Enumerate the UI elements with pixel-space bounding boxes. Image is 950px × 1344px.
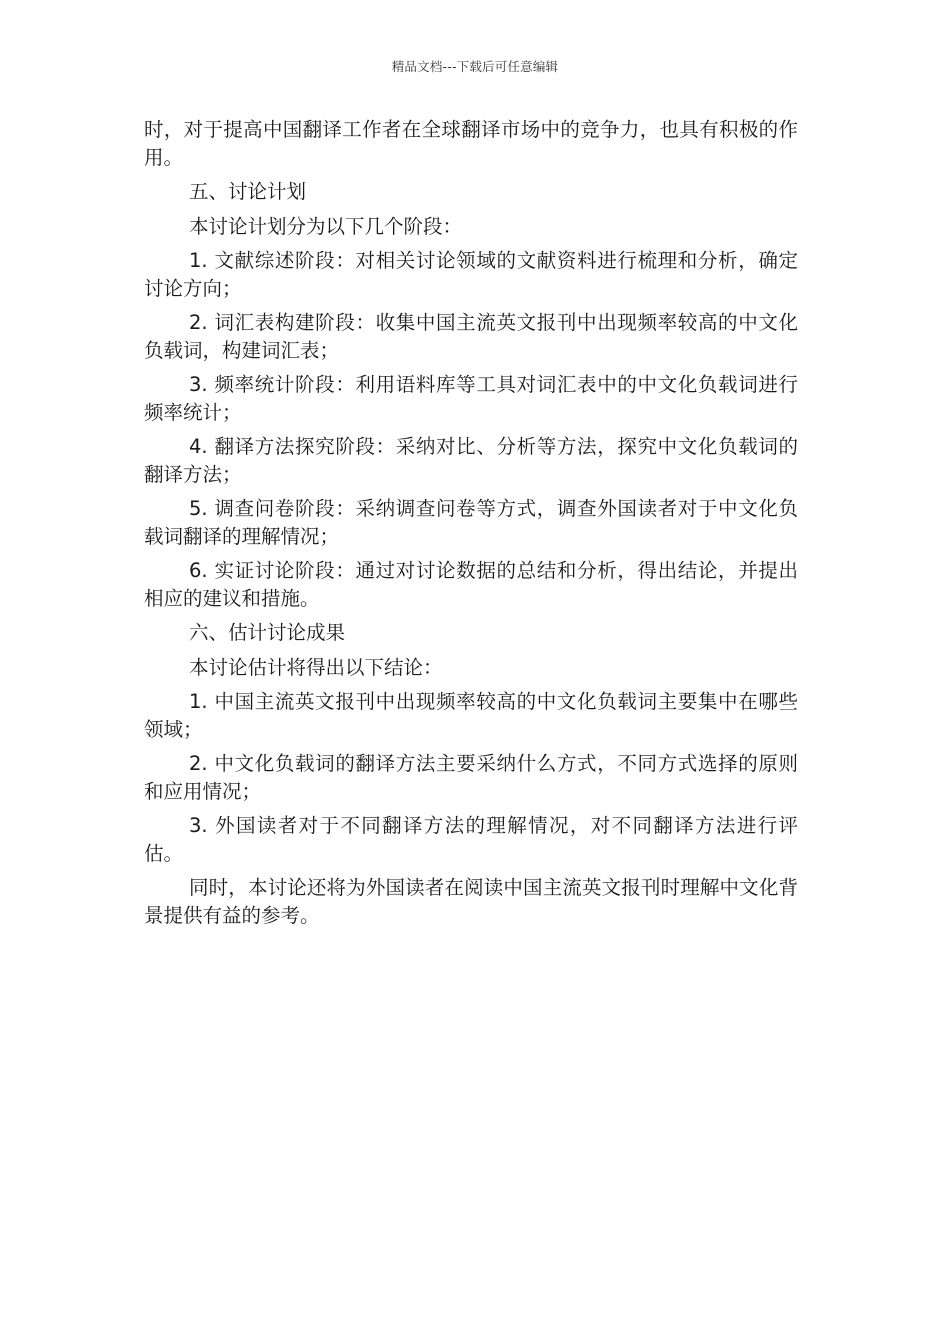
- page-header: 精品文档---下载后可任意编辑: [391, 59, 559, 74]
- section-heading-expected-results: 六、估计讨论成果: [189, 621, 346, 644]
- section-heading-discussion-plan: 五、讨论计划: [189, 180, 307, 203]
- list-item-plan-5: 5. 调查问卷阶段：采纳调查问卷等方式，调查外国读者对于中文化负载词翻译的理解情况；: [144, 497, 798, 548]
- paragraph-plan-intro: 本讨论计划分为以下几个阶段：: [189, 214, 463, 238]
- list-item-plan-2: 2. 词汇表构建阶段：收集中国主流英文报刊中出现频率较高的中文化负载词，构建词汇表；: [144, 311, 798, 362]
- paragraph-continuation: 时，对于提高中国翻译工作者在全球翻译市场中的竞争力，也具有积极的作用。: [144, 118, 798, 169]
- list-item-result-3: 3. 外国读者对于不同翻译方法的理解情况，对不同翻译方法进行评估。: [144, 814, 798, 865]
- list-item-plan-4: 4. 翻译方法探究阶段：采纳对比、分析等方法，探究中文化负载词的翻译方法；: [144, 435, 798, 486]
- list-item-plan-1: 1. 文献综述阶段：对相关讨论领域的文献资料进行梳理和分析，确定讨论方向；: [144, 249, 798, 300]
- document-body: [144, 116, 798, 936]
- paragraph-closing: 同时，本讨论还将为外国读者在阅读中国主流英文报刊时理解中文化背景提供有益的参考。: [144, 876, 798, 927]
- list-item-result-2: 2. 中文化负载词的翻译方法主要采纳什么方式，不同方式选择的原则和应用情况；: [144, 752, 798, 803]
- list-item-plan-3: 3. 频率统计阶段：利用语料库等工具对词汇表中的中文化负载词进行频率统计；: [144, 373, 798, 424]
- list-item-plan-6: 6. 实证讨论阶段：通过对讨论数据的总结和分析，得出结论，并提出相应的建议和措施。: [144, 559, 798, 610]
- paragraph-results-intro: 本讨论估计将得出以下结论：: [189, 655, 443, 679]
- list-item-result-1: 1. 中国主流英文报刊中出现频率较高的中文化负载词主要集中在哪些领域；: [144, 690, 798, 741]
